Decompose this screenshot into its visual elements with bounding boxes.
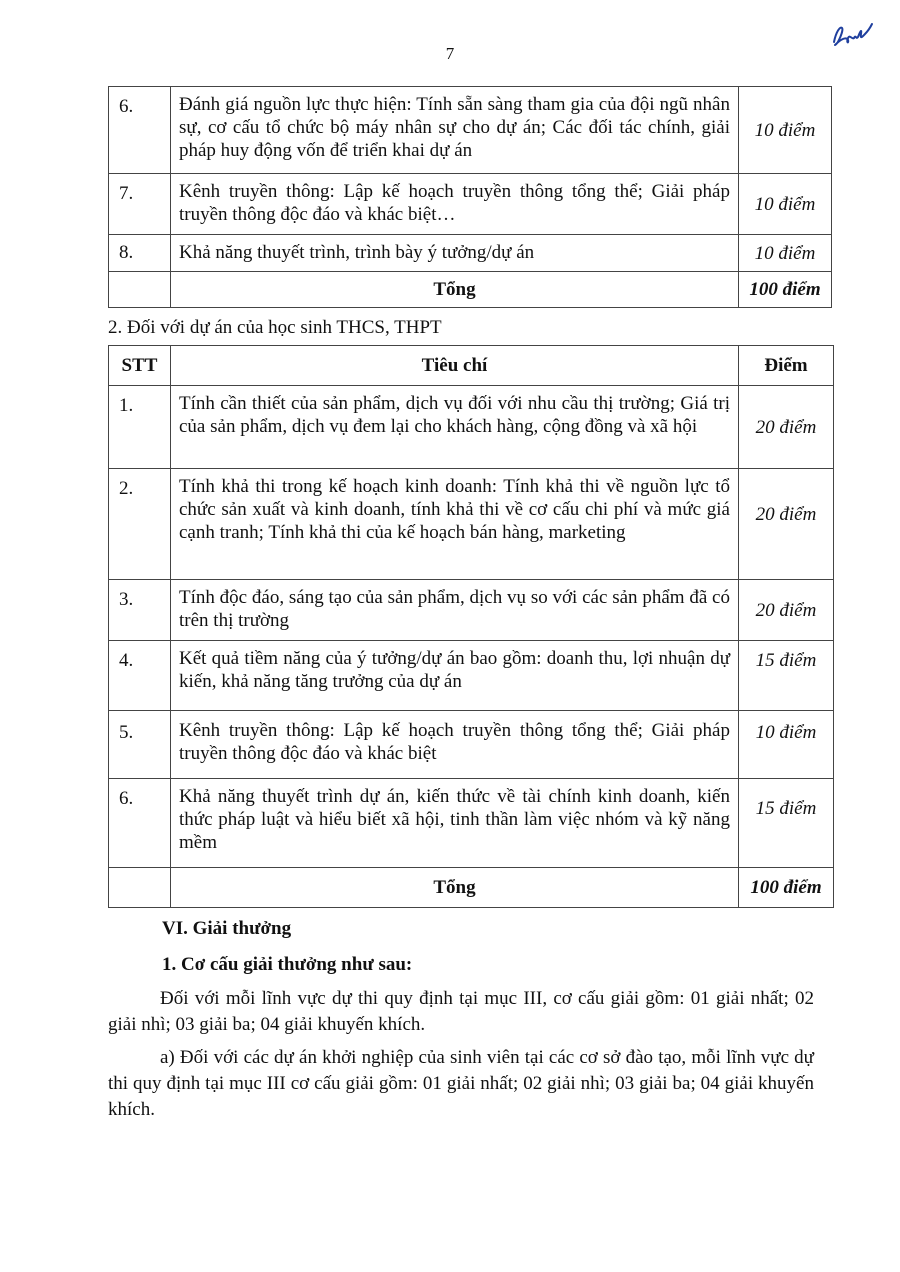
table-row xyxy=(109,641,834,711)
table-row xyxy=(109,386,834,469)
criterion-score: 20 điểm xyxy=(739,386,834,469)
row-number: 7. xyxy=(109,174,171,235)
row-number: 2. xyxy=(109,469,171,580)
criterion-text: Tính độc đáo, sáng tạo của sản phẩm, dịch vụ so với các sản phẩm đã có trên thị trường xyxy=(171,580,739,641)
total-label: Tổng xyxy=(171,272,739,308)
row-number: 1. xyxy=(109,386,171,469)
row-number: 3. xyxy=(109,580,171,641)
total-score: 100 điểm xyxy=(739,868,834,908)
row-number: 8. xyxy=(109,235,171,272)
row-number: 5. xyxy=(109,711,171,779)
table-row xyxy=(109,174,832,235)
criterion-text: Khả năng thuyết trình dự án, kiến thức về tài chính kinh doanh, kiến thức pháp luật và hiểu biết xã hội, tinh thần làm việc nhóm và kỹ năng mềm xyxy=(171,779,739,868)
table-total-row xyxy=(109,272,832,308)
criterion-text: Khả năng thuyết trình, trình bày ý tưởng/dự án xyxy=(171,235,739,272)
criterion-text: Kênh truyền thông: Lập kế hoạch truyền thông tổng thể; Giải pháp truyền thông độc đáo và khác biệt… xyxy=(171,174,739,235)
signature-initials-icon xyxy=(828,18,876,52)
criterion-score: 10 điểm xyxy=(739,235,832,272)
table-header-row xyxy=(109,346,834,386)
section-heading: 2. Đối với dự án của học sinh THCS, THPT xyxy=(108,317,442,338)
criterion-score: 15 điểm xyxy=(739,779,834,868)
column-header-score: Điểm xyxy=(739,346,834,386)
criterion-score: 10 điểm xyxy=(739,87,832,174)
criterion-score: 10 điểm xyxy=(739,711,834,779)
criterion-text: Đánh giá nguồn lực thực hiện: Tính sẵn sàng tham gia của đội ngũ nhân sự, cơ cấu tổ chức bộ máy nhân sự cho dự án; Các đối tác chính, giải pháp huy động vốn để triển khai dự án xyxy=(171,87,739,174)
table-row xyxy=(109,711,834,779)
criteria-table-continued xyxy=(108,86,832,308)
total-label: Tổng xyxy=(171,868,739,908)
criterion-text: Tính cần thiết của sản phẩm, dịch vụ đối với nhu cầu thị trường; Giá trị của sản phẩm, dịch vụ đem lại cho khách hàng, cộng đồng và xã hội xyxy=(171,386,739,469)
row-number: 6. xyxy=(109,779,171,868)
criterion-text: Kết quả tiềm năng của ý tưởng/dự án bao gồm: doanh thu, lợi nhuận dự kiến, khả năng tăng trưởng của dự án xyxy=(171,641,739,711)
row-number: 4. xyxy=(109,641,171,711)
criterion-text: Tính khả thi trong kế hoạch kinh doanh: Tính khả thi về nguồn lực tổ chức sản xuất và kinh doanh, tính khả thi về cơ cấu chi phí và mức giá cạnh tranh; Tính khả thi của kế hoạch bán hàng, marketing xyxy=(171,469,739,580)
criterion-score: 20 điểm xyxy=(739,469,834,580)
page-number: 7 xyxy=(445,44,455,63)
table-row xyxy=(109,469,834,580)
empty-cell xyxy=(109,868,171,908)
column-header-criterion: Tiêu chí xyxy=(171,346,739,386)
criteria-table-students xyxy=(108,345,834,908)
criterion-score: 20 điểm xyxy=(739,580,834,641)
criterion-score: 15 điểm xyxy=(739,641,834,711)
table-row xyxy=(109,87,832,174)
table-row xyxy=(109,779,834,868)
table-row xyxy=(109,580,834,641)
total-score: 100 điểm xyxy=(739,272,832,308)
body-paragraph: a) Đối với các dự án khởi nghiệp của sinh viên tại các cơ sở đào tạo, mỗi lĩnh vực dự thi quy định tại mục III cơ cấu giải gồm: 01 giải nhất; 02 giải nhì; 03 giải ba; 04 giải khuyến khích. xyxy=(108,1047,814,1120)
row-number: 6. xyxy=(109,87,171,174)
body-paragraph: Đối với mỗi lĩnh vực dự thi quy định tại mục III, cơ cấu giải gồm: 01 giải nhất; 02 giải nhì; 03 giải ba; 04 giải khuyến khích. xyxy=(108,988,814,1035)
subsection-heading: 1. Cơ cấu giải thưởng như sau: xyxy=(162,954,413,975)
table-total-row xyxy=(109,868,834,908)
criterion-text: Kênh truyền thông: Lập kế hoạch truyền thông tổng thể; Giải pháp truyền thông độc đáo và khác biệt xyxy=(171,711,739,779)
empty-cell xyxy=(109,272,171,308)
section-heading-vi: VI. Giải thưởng xyxy=(162,918,292,939)
column-header-stt: STT xyxy=(109,346,171,386)
table-row xyxy=(109,235,832,272)
criterion-score: 10 điểm xyxy=(739,174,832,235)
